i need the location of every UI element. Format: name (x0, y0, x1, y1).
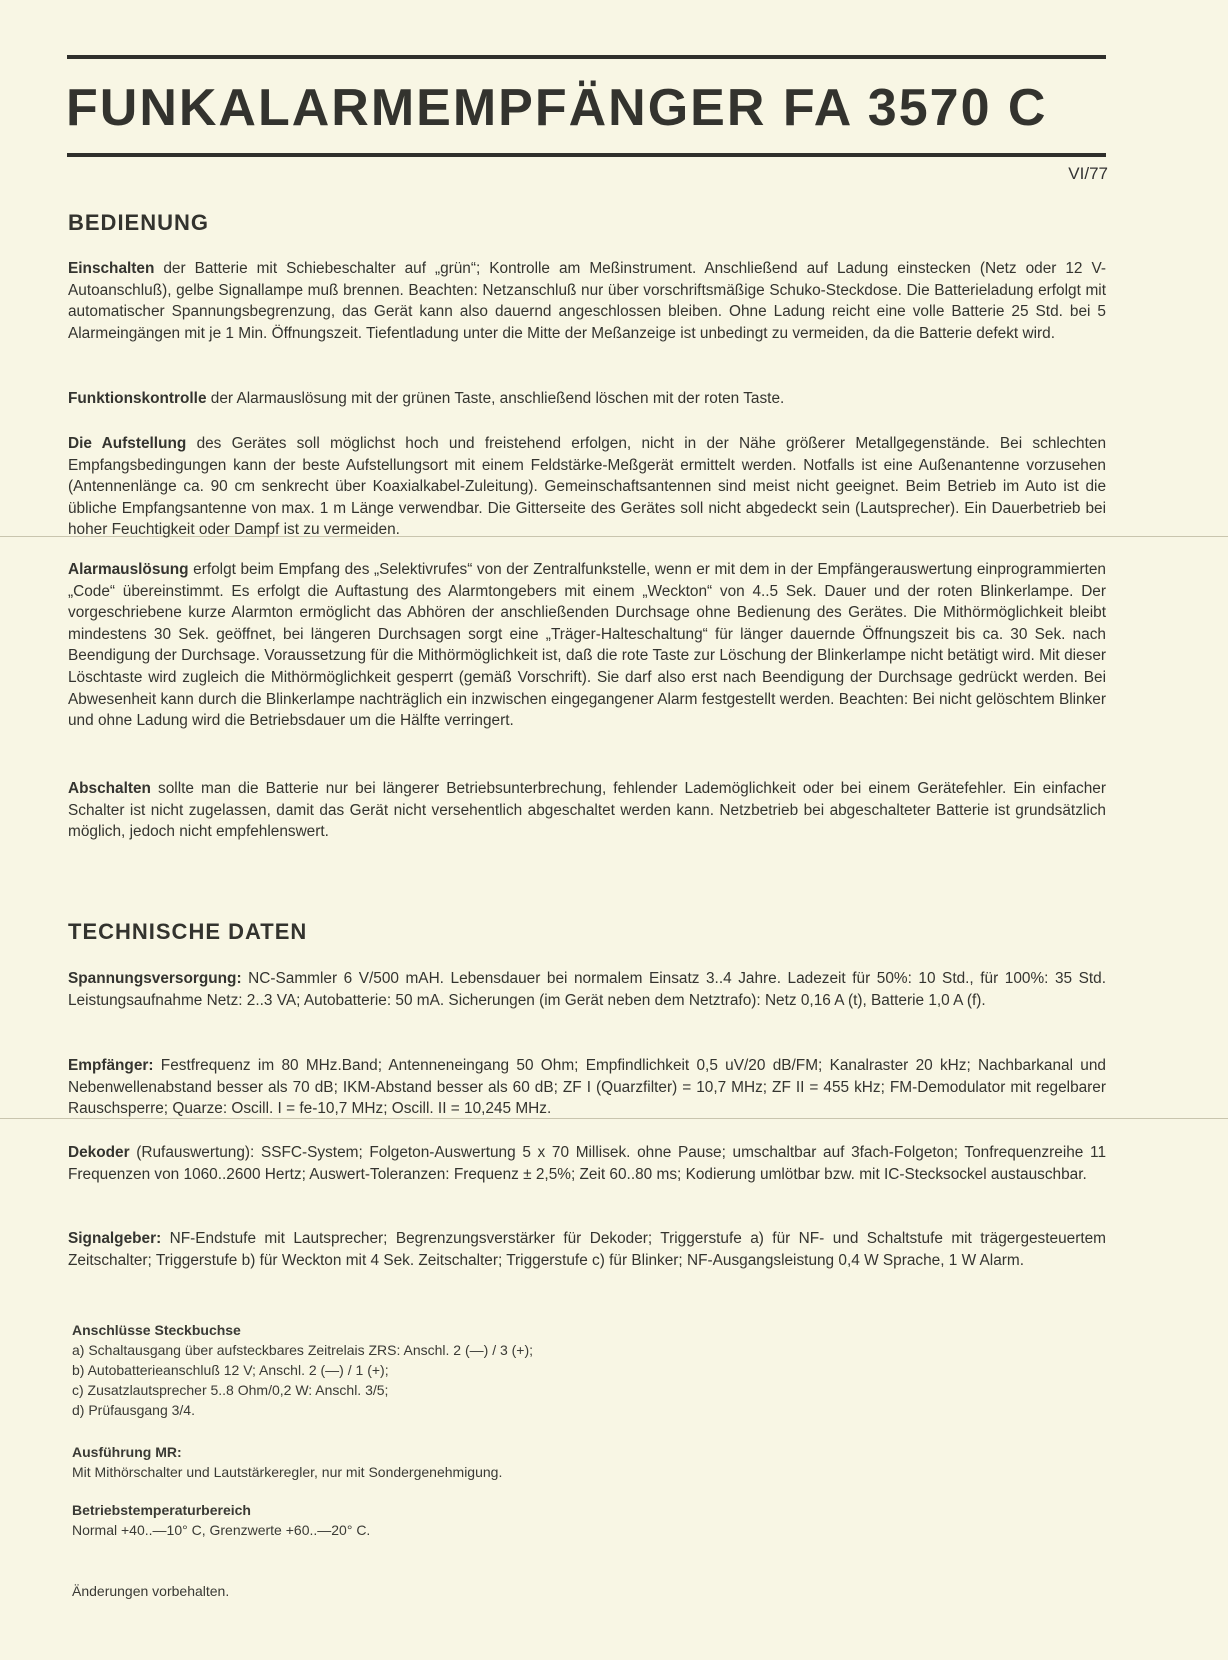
paragraph-lead: Empfänger: (68, 1057, 154, 1074)
paragraph-alarmausloesung (68, 559, 1106, 732)
anschluesse-heading: Anschlüsse Steckbuchse (72, 1322, 241, 1338)
paragraph-text: NC-Sammler 6 V/500 mAH. Lebensdauer bei normalem Einsatz 3..4 Jahre. Ladezeit für 50%: 10 Std., für 100%: 35 Std. Leistungsaufnahme Netz: 2..3 VA; Autobatterie: 50 mA. Sicherungen (im Gerät neben dem Netztrafo): Netz 0,16 A (t), Batterie 1,0 A (f). (68, 970, 1106, 1009)
paragraph-lead: Einschalten (68, 260, 155, 277)
paragraph-lead: Die Aufstellung (68, 435, 187, 452)
paragraph-abschalten (68, 778, 1106, 843)
paragraph-lead: Signalgeber: (68, 1230, 162, 1247)
ausfuehrung-heading: Ausführung MR: (72, 1444, 182, 1460)
document-title: FUNKALARMEMPFÄNGER FA 3570 C (66, 79, 1048, 137)
paragraph-text: der Batterie mit Schiebeschalter auf „grün“; Kontrolle am Meßinstrument. Anschließend auf Ladung einstecken (Netz oder 12 V-Autoanschluß), gelbe Signallampe muß brennen. Beachten: Netzanschluß nur über vorschriftsmäßige Schuko-Steckdose. Die Batterieladung erfolgt mit automatischer Spannungsbegrenzung, das Gerät kann also dauernd angeschlossen bleiben. Ohne Ladung reicht eine volle Batterie 25 Std. bei 5 Alarmeingängen mit je 1 Min. Öffnungszeit. Tiefentladung unter die Mitte der Meßanzeige ist unbedingt zu vermeiden, da die Batterie defekt wird. (68, 260, 1106, 342)
title-bottom-rule (67, 153, 1106, 157)
anschluss-item: b) Autobatterieanschluß 12 V; Anschl. 2 (—) / 1 (+); (72, 1362, 389, 1378)
paragraph-lead: Abschalten (68, 780, 151, 797)
paragraph-signalgeber (68, 1228, 1106, 1271)
footer-note: Änderungen vorbehalten. (72, 1583, 230, 1599)
paragraph-lead: Alarmauslösung (68, 561, 189, 578)
section-heading-technische-daten: TECHNISCHE DATEN (68, 919, 308, 944)
paragraph-dekoder (68, 1142, 1106, 1185)
anschluss-item: c) Zusatzlautsprecher 5..8 Ohm/0,2 W: Anschl. 3/5; (72, 1382, 389, 1398)
temperatur-text: Normal +40..—10° C, Grenzwerte +60..—20° C. (72, 1522, 371, 1538)
ausfuehrung-block (72, 1442, 772, 1482)
temperatur-heading: Betriebstemperaturbereich (72, 1502, 251, 1518)
paragraph-text: der Alarmauslösung mit der grünen Taste, anschließend löschen mit der roten Taste. (206, 390, 785, 407)
paragraph-text: Festfrequenz im 80 MHz.Band; Antenneneingang 50 Ohm; Empfindlichkeit 0,5 uV/20 dB/FM; Kanalraster 20 kHz; Nachbarkanal und Nebenwellenabstand besser als 70 dB; IKM-Abstand besser als 60 dB; ZF I (Quarzfilter) = 10,7 MHz; ZF II = 455 kHz; FM-Demodulator mit regelbarer Rauschsperre; Quarze: Oscill. I = fe-10,7 MHz; Oscill. II = 10,245 MHz. (68, 1057, 1106, 1118)
paragraph-funktionskontrolle (68, 388, 1106, 410)
anschluss-item: a) Schaltausgang über aufsteckbares Zeitrelais ZRS: Anschl. 2 (—) / 3 (+); (72, 1342, 534, 1358)
paragraph-aufstellung (68, 433, 1106, 541)
ausfuehrung-text: Mit Mithörschalter und Lautstärkeregler, nur mit Sondergenehmigung. (72, 1464, 503, 1480)
paragraph-lead: Spannungsversorgung: (68, 970, 242, 987)
paragraph-lead: Dekoder (68, 1144, 130, 1161)
paragraph-spannungsversorgung (68, 968, 1106, 1011)
paragraph-text: sollte man die Batterie nur bei längerer Betriebsunterbrechung, fehlender Lademöglichkeit oder bei einem Gerätefehler. Ein einfacher Schalter ist nicht zugelassen, damit das Gerät nicht versehentlich abgeschaltet werden kann. Netzbetrieb bei abgeschalteter Batterie ist grundsätzlich möglich, jedoch nicht empfehlenswert. (68, 780, 1106, 841)
title-top-rule (67, 55, 1106, 59)
paragraph-text: erfolgt beim Empfang des „Selektivrufes“ von der Zentralfunkstelle, wenn er mit dem in der Empfängerauswertung einprogrammierten „Code“ übereinstimmt. Es erfolgt die Auftastung des Alarmtongebers mit einem „Weckton“ von 4..5 Sek. Dauer und der roten Blinkerlampe. Der vorgeschriebene kurze Alarmton ermöglicht das Abhören der anschließenden Durchsage ohne Bedienung des Gerätes. Die Mithörmöglichkeit bleibt mindestens 30 Sek. geöffnet, bei längeren Durchsagen sorgt eine „Träger-Halteschaltung“ für länger dauernde Öffnungszeit bis ca. 30 Sek. nach Beendigung der Durchsage. Voraussetzung für die Mithörmöglichkeit ist, daß die rote Taste zur Löschung der Blinkerlampe nicht betätigt wird. Mit dieser Löschtaste wird zugleich die Mithörmöglichkeit gesperrt (gemäß Vorschrift). Sie darf also erst nach Beendigung der Durchsage gedrückt werden. Bei Abwesenheit kann durch die Blinkerlampe nachträglich ein inzwischen eingegangener Alarm festgestellt werden. Beachten: Bei nicht gelöschtem Blinker und ohne Ladung wird die Betriebsdauer um die Hälfte verringert. (68, 561, 1106, 730)
section-heading-bedienung: BEDIENUNG (68, 210, 210, 235)
anschluss-item: d) Prüfausgang 3/4. (72, 1402, 195, 1418)
paragraph-text: des Gerätes soll möglichst hoch und freistehend erfolgen, nicht in der Nähe größerer Metallgegenstände. Bei schlechten Empfangsbedingungen kann der beste Aufstellungsort mit einem Feldstärke-Meßgerät ermittelt werden. Notfalls ist eine Außenantenne vorzusehen (Antennenlänge ca. 90 cm senkrecht über Koaxialkabel-Zuleitung). Gemeinschaftsantennen sind meist nicht geeignet. Beim Betrieb im Auto ist die übliche Empfangsantenne von max. 1 m Länge verwendbar. Die Gitterseite des Gerätes soll nicht abgedeckt sein (Lautsprecher). Ein Dauerbetrieb bei hoher Feuchtigkeit oder Dampf ist zu vermeiden. (68, 435, 1107, 539)
paragraph-lead: Funktionskontrolle (68, 390, 207, 407)
temperatur-block (72, 1500, 772, 1540)
paragraph-einschalten (68, 258, 1106, 344)
paragraph-empfaenger (68, 1055, 1106, 1120)
issue-date: VI/77 (1068, 164, 1108, 183)
paragraph-text: (Rufauswertung): SSFC-System; Folgeton-Auswertung 5 x 70 Millisek. ohne Pause; umschaltbar auf 3fach-Folgeton; Tonfrequenzreihe 11 Frequenzen von 1060..2600 Hertz; Auswert-Toleranzen: Frequenz ± 2,5%; Zeit 60..80 ms; Kodierung umlötbar bzw. mit IC-Stecksockel austauschbar. (68, 1144, 1106, 1183)
anschluesse-block (72, 1320, 772, 1420)
paragraph-text: NF-Endstufe mit Lautsprecher; Begrenzungsverstärker für Dekoder; Triggerstufe a) für NF- und Schaltstufe mit trägergesteuertem Zeitschalter; Triggerstufe b) für Weckton mit 4 Sek. Zeitschalter; Triggerstufe c) für Blinker; NF-Ausgangsleistung 0,4 W Sprache, 1 W Alarm. (68, 1230, 1106, 1269)
